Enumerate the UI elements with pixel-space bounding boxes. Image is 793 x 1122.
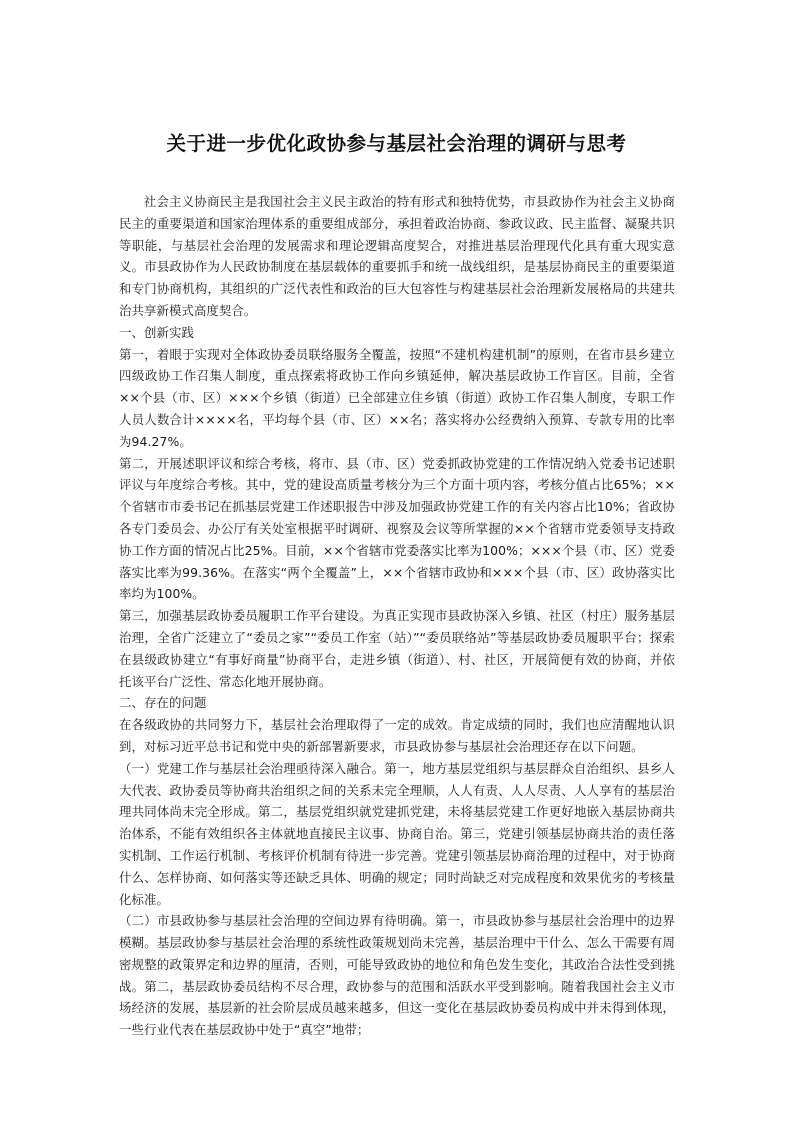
paragraph-problem-two: （二）市县政协参与基层社会治理的空间边界有待明确。第一，市县政协参与基层社会治理中的边界模糊。基层政协参与基层社会治理的系统性政策规划尚未完善，基层治理中干什么、怎么干需要有周密规整的政策界定和边界的厘清，否则，可能导致政协的地位和角色发生变化，其政治合法性受到挑战。第二，基层政协委员结构不尽合理，政协参与的范围和活跃水平受到影响。随着我国社会主义市场经济的发展，基层新的社会阶层成员越来越多，但这一变化在基层政协委员构成中并未得到体现，一些行业代表在基层政协中处于“真空”地带； [119,913,675,1038]
intro-paragraph: 社会主义协商民主是我国社会主义民主政治的特有形式和独特优势，市县政协作为社会主义协商民主的重要渠道和国家治理体系的重要组成部分，承担着政治协商、参政议政、民主监督、凝聚共识等职能，与基层社会治理的发展需求和理论逻辑高度契合，对推进基层治理现代化具有重大现实意义。市县政协作为人民政协制度在基层载体的重要抓手和统一战线组织，是基层协商民主的重要渠道和专门协商机构，其组织的广泛代表性和政治的巨大包容性与构建基层社会治理新发展格局的共建共治共享新模式高度契合。 [119,194,675,318]
document-title: 关于进一步优化政协参与基层社会治理的调研与思考 [166,132,627,155]
paragraph-innovation-first: 第一，着眼于实现对全体政协委员联络服务全覆盖，按照“不建机构建机制”的原则，在省市县乡建立四级政协工作召集人制度，重点探索将政协工作向乡镇延伸，解决基层政协工作盲区。目前，全省××个县（市、区）×××个乡镇（街道）已全部建立住乡镇（街道）政协工作召集人制度，专职工作人员人数合计××××名，平均每个县（市、区）××名；落实将办公经费纳入预算、专款专用的比率为94.27%。 [119,346,675,449]
paragraph-problems-intro: 在各级政协的共同努力下，基层社会治理取得了一定的成效。肯定成绩的同时，我们也应清醒地认识到，对标习近平总书记和党中央的新部署新要求，市县政协参与基层社会治理还存在以下问题。 [119,717,675,754]
paragraph-innovation-third: 第三，加强基层政协委员履职工作平台建设。为真正实现市县政协深入乡镇、社区（村庄）服务基层治理，全省广泛建立了“委员之家”“委员工作室（站）”“委员联络站”等基层政协委员履职平台；探索在县级政协建立“有事好商量”协商平台，走进乡镇（街道）、村、社区，开展简便有效的协商，并依托该平台广泛性、常态化地开展协商。 [119,608,675,689]
section-heading-innovation: 一、创新实践 [119,324,194,340]
paragraph-innovation-second: 第二，开展述职评议和综合考核，将市、县（市、区）党委抓政协党建的工作情况纳入党委书记述职评议与年度综合考核。其中，党的建设高质量考核分为三个方面十项内容，考核分值占比65%；××个省辖市市委书记在抓基层党建工作述职报告中涉及加强政协党建工作的有关内容占比10%；省政协各专门委员会、办公厅有关处室根据平时调研、视察及会议等所掌握的××个省辖市党委领导支持政协工作方面的情况占比25%。目前，××个省辖市党委落实比率为100%；×××个县（市、区）党委落实比率为99.36%。在落实“两个全覆盖”上，××个省辖市政协和×××个县（市、区）政协落实比率均为100%。 [119,455,675,602]
paragraph-problem-one: （一）党建工作与基层社会治理亟待深入融合。第一，地方基层党组织与基层群众自治组织、县乡人大代表、政协委员等协商共治组织之间的关系未完全理顺，人人有责、人人尽责、人人享有的基层治理共同体尚未完全形成。第二，基层党组织就党建抓党建，未将基层党建工作更好地嵌入基层协商共治体系，不能有效组织各主体就地直接民主议事、协商自治。第三，党建引领基层协商共治的责任落实机制、工作运行机制、考核评价机制有待进一步完善。党建引领基层协商治理的过程中，对于协商什么、怎样协商、如何落实等还缺乏具体、明确的规定；同时尚缺乏对完成程度和效果优劣的考核量化标准。 [119,760,675,907]
section-heading-problems: 二、存在的问题 [119,695,207,711]
document-body [119,191,675,1041]
